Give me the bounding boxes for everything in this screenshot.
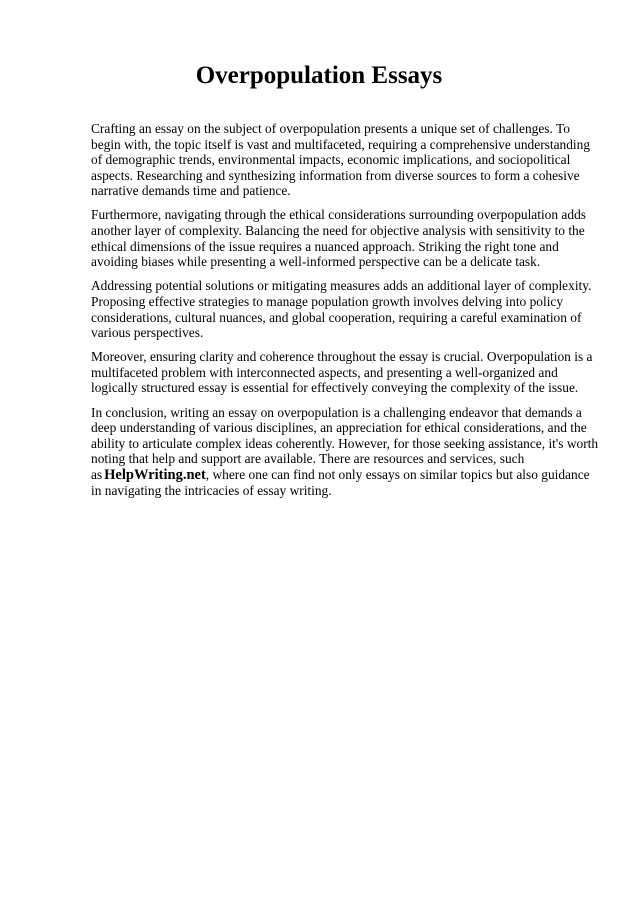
page-title: Overpopulation Essays: [195, 62, 443, 89]
essay-body: [91, 121, 601, 508]
paragraph-solutions: Addressing potential solutions or mitigating measures adds an additional layer of complexity. Proposing effective strategies to manage population growth involves delving into policy considerations, cultural nuances, and global cooperation, requiring a careful examination of various perspectives.: [91, 278, 592, 341]
conclusion-text-start: In conclusion, writing an essay on overpopulation is a challenging endeavor that demands a deep understanding of various disciplines, an appreciation for ethical considerations, and the ability to articulate complex ideas coherently. However, for those seeking assistance, it's worth noting that help and support are available. There are resources and services, such as: [91, 404, 599, 482]
brand-name: HelpWriting.net: [104, 466, 206, 483]
paragraph-intro: Crafting an essay on the subject of overpopulation presents a unique set of challenges. To begin with, the topic itself is vast and multifaceted, requiring a comprehensive understanding of demographic trends, environmental impacts, economic implications, and sociopolitical aspects. Researching and synthesizing information from diverse sources to form a cohesive narrative demands time and patience.: [91, 121, 591, 199]
paragraph-clarity: Moreover, ensuring clarity and coherence throughout the essay is crucial. Overpopulation is a multifaceted problem with interconnected aspects, and presenting a well-organized and logically structured essay is essential for effectively conveying the complexity of the issue.: [91, 349, 593, 396]
paragraph-conclusion: [91, 405, 601, 500]
conclusion-text-end: , where one can find not only essays on similar topics but also guidance in navigating the intricacies of essay writing.: [91, 466, 590, 499]
paragraph-ethics: Furthermore, navigating through the ethical considerations surrounding overpopulation adds another layer of complexity. Balancing the need for objective analysis with sensitivity to the ethical dimensions of the issue requires a nuanced approach. Striking the right tone and avoiding biases while presenting a well-informed perspective can be a delicate task.: [91, 207, 586, 270]
